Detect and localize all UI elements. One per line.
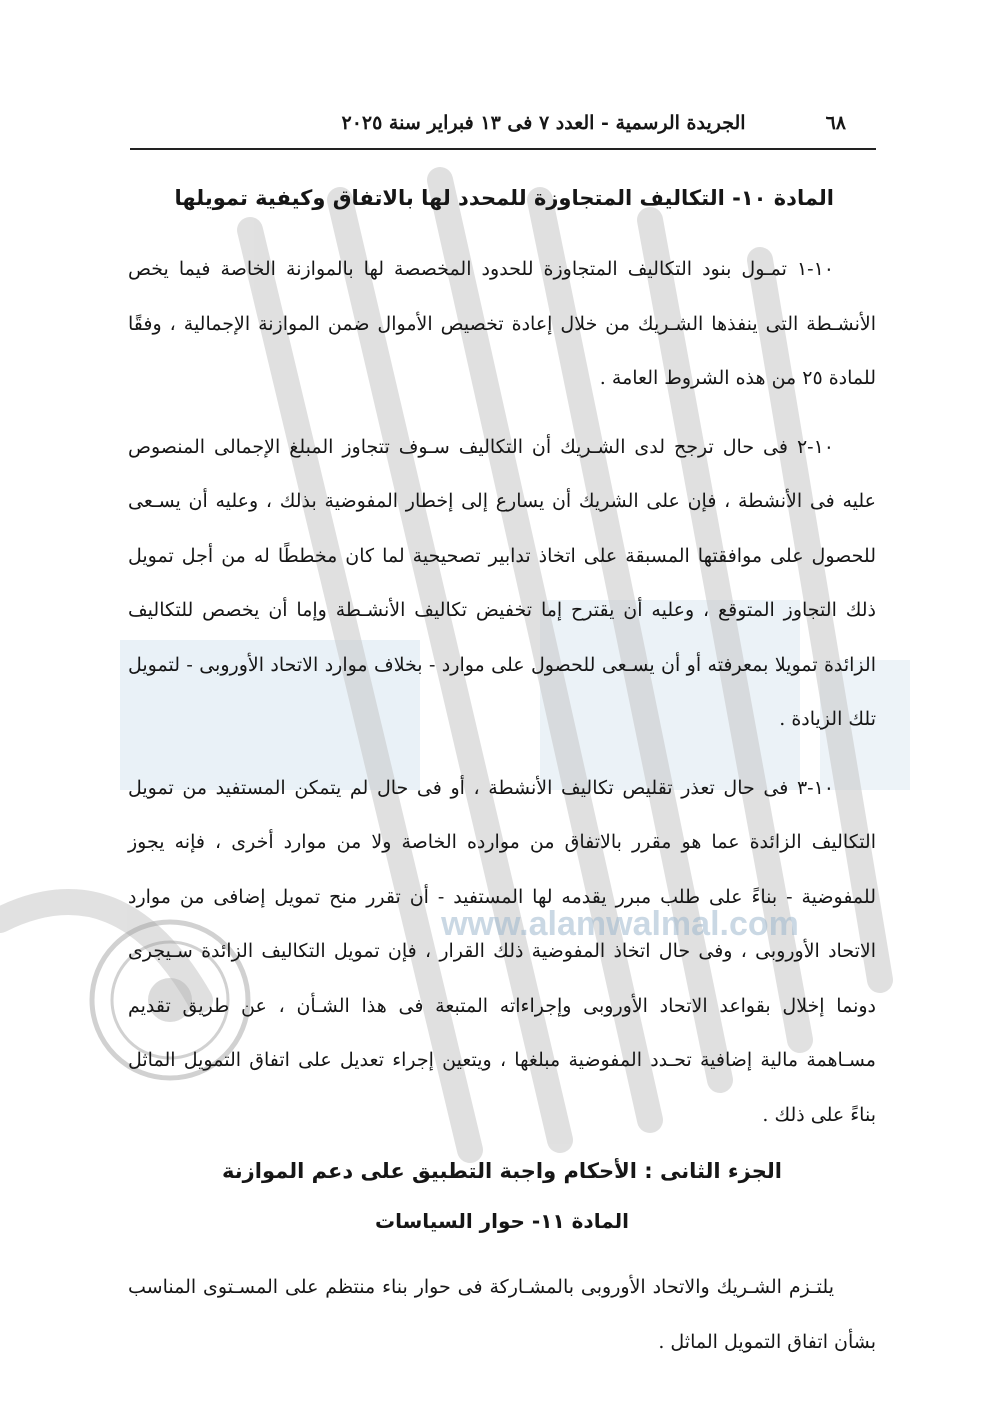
gazette-header-title: الجريدة الرسمية - العدد ٧ فى ١٣ فبراير سنة ٢٠٢٥ <box>341 112 746 134</box>
article-10-paragraph-3: ١٠-٣ فى حال تعذر تقليص تكاليف الأنشطة ، أو فى حال لم يتمكن المستفيد من تمويل التكاليف الزائدة عما هو مقرر بالاتفاق من موارده الخاصة ولا من موارد أخرى ، فإنه يجوز للمفوضية - بناءً على طلب مبرر يقدمه لها المستفيد - أن تقرر منح تمويل إضافى من موارد الاتحاد الأوروبى ، وفى حال اتخاذ المفوضية ذلك القرار ، فإن تمويل التكاليف الزائدة سـيجرى دونما إخلال بقواعد الاتحاد الأوروبى وإجراءاته المتبعة فى هذا الشـأن ، عن طريق تقديم مسـاهمة مالية إضافية تحـدد المفوضية مبلغها ، ويتعين إجراء تعديل على اتفاق التمويل الماثل بناءً على ذلك . <box>128 776 876 1126</box>
article-10-paragraph-1: ١٠-١ تمـول بنود التكاليف المتجاوزة للحدود المخصصة لها بالموازنة الخاصة فيما يخص الأنشـطة التى ينفذها الشـريك من خلال إعادة تخصيص الأموال ضمن الموازنة الإجمالية ، وفقًا للمادة ٢٥ من هذه الشروط العامة . <box>128 258 876 389</box>
page-header <box>130 112 876 150</box>
article-10-heading: المادة ١٠- التكاليف المتجاوزة للمحدد لها بالاتفاق وكيفية تمويلها <box>174 186 834 210</box>
page-number: ٦٨ <box>825 112 846 134</box>
page-body <box>128 178 876 1383</box>
article-10-paragraph-2: ١٠-٢ فى حال ترجح لدى الشـريك أن التكاليف سـوف تتجاوز المبلغ الإجمالى المنصوص عليه فى الأنشطة ، فإن على الشريك أن يسارع إلى إخطار المفوضية بذلك ، وعليه أن يسـعى للحصول على موافقتها المسبقة على اتخاذ تدابير تصحيحية لما كان مخططًا له من أجل تمويل ذلك التجاوز المتوقع ، وعليه أن يقترح إما تخفيض تكاليف الأنشـطة وإما أن يخصص للتكاليف الزائدة تمويلا بمعرفته أو أن يسـعى للحصول على موارد - بخلاف موارد الاتحاد الأوروبى - لتمويل تلك الزيادة . <box>128 435 876 730</box>
part-2-heading: الجزء الثانى : الأحكام واجبة التطبيق على دعم الموازنة <box>222 1159 782 1183</box>
article-11-paragraph-1: يلتـزم الشـريك والاتحاد الأوروبى بالمشـاركة فى حوار بناء منتظم على المسـتوى المناسب بشأن اتفاق التمويل الماثل . <box>128 1276 876 1353</box>
watermark-url: www.alamwalmal.com <box>441 905 799 943</box>
article-11-heading: المادة ١١- حوار السياسات <box>375 1209 629 1233</box>
